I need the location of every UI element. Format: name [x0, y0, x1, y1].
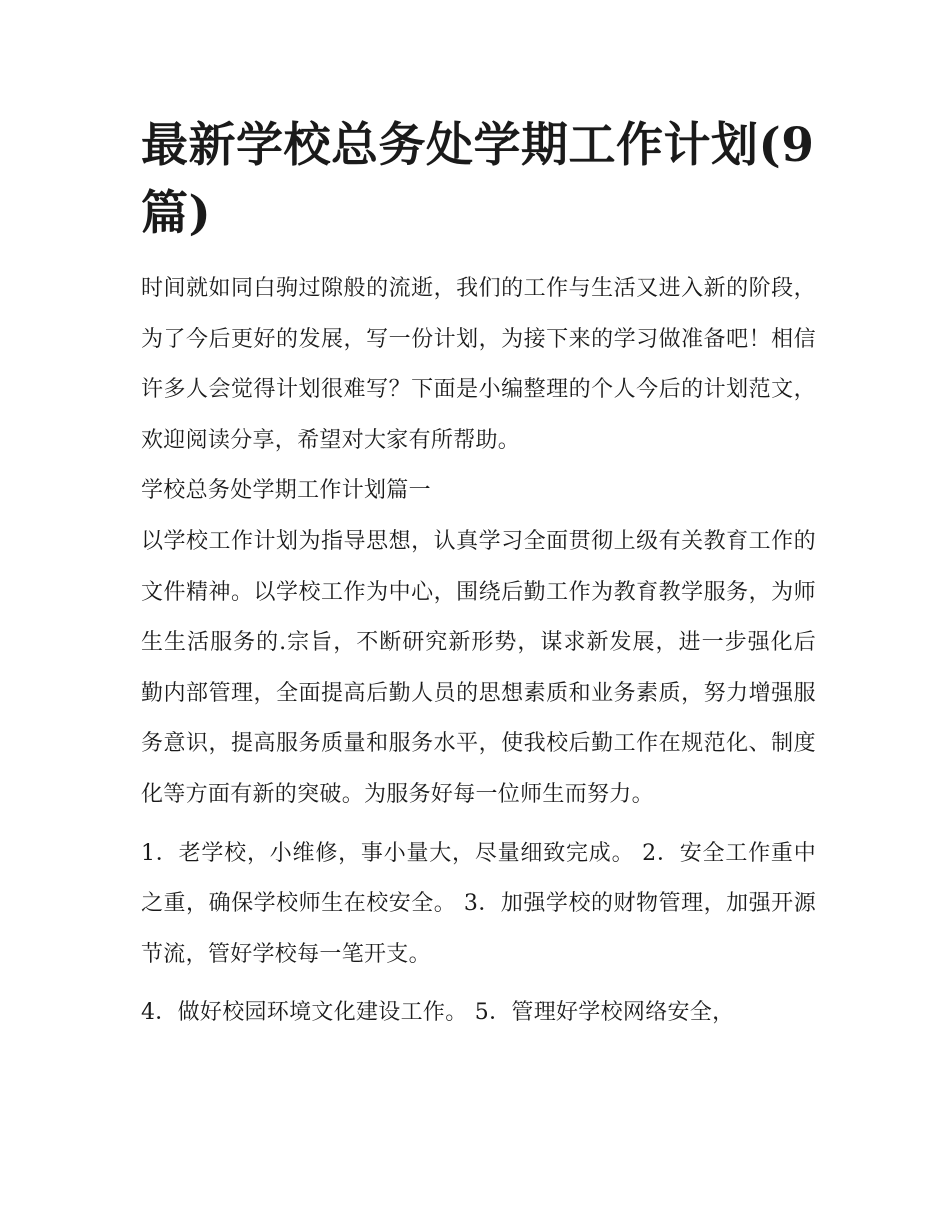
- intro-paragraph: 时间就如同白驹过隙般的流逝，我们的工作与生活又进入新的阶段，为了今后更好的发展，写一份计划，为接下来的学习做准备吧！相信许多人会觉得计划很难写？下面是小编整理的个人今后的计划范文，欢迎阅读分享，希望对大家有所帮助。: [141, 276, 816, 453]
- document-page: [141, 112, 816, 1039]
- section-heading: 学校总务处学期工作计划篇一: [141, 478, 431, 504]
- body-paragraph: 1．老学校，小维修，事小量大，尽量细致完成。 2．安全工作重中之重，确保学校师生在校安全。 3．加强学校的财物管理，加强开源节流，管好学校每一笔开支。: [141, 840, 816, 967]
- body-paragraph: 以学校工作计划为指导思想，认真学习全面贯彻上级有关教育工作的文件精神。以学校工作为中心，围绕后勤工作为教育教学服务，为师生生活服务的.宗旨，不断研究新形势，谋求新发展，进一步强化后勤内部管理，全面提高后勤人员的思想素质和业务素质，努力增强服务意识，提高服务质量和服务水平，使我校后勤工作在规范化、制度化等方面有新的突破。为服务好每一位师生而努力。: [141, 528, 816, 807]
- document-title: 最新学校总务处学期工作计划(9篇): [141, 118, 815, 241]
- body-paragraph: 4．做好校园环境文化建设工作。 5．管理好学校网络安全，: [141, 1000, 735, 1026]
